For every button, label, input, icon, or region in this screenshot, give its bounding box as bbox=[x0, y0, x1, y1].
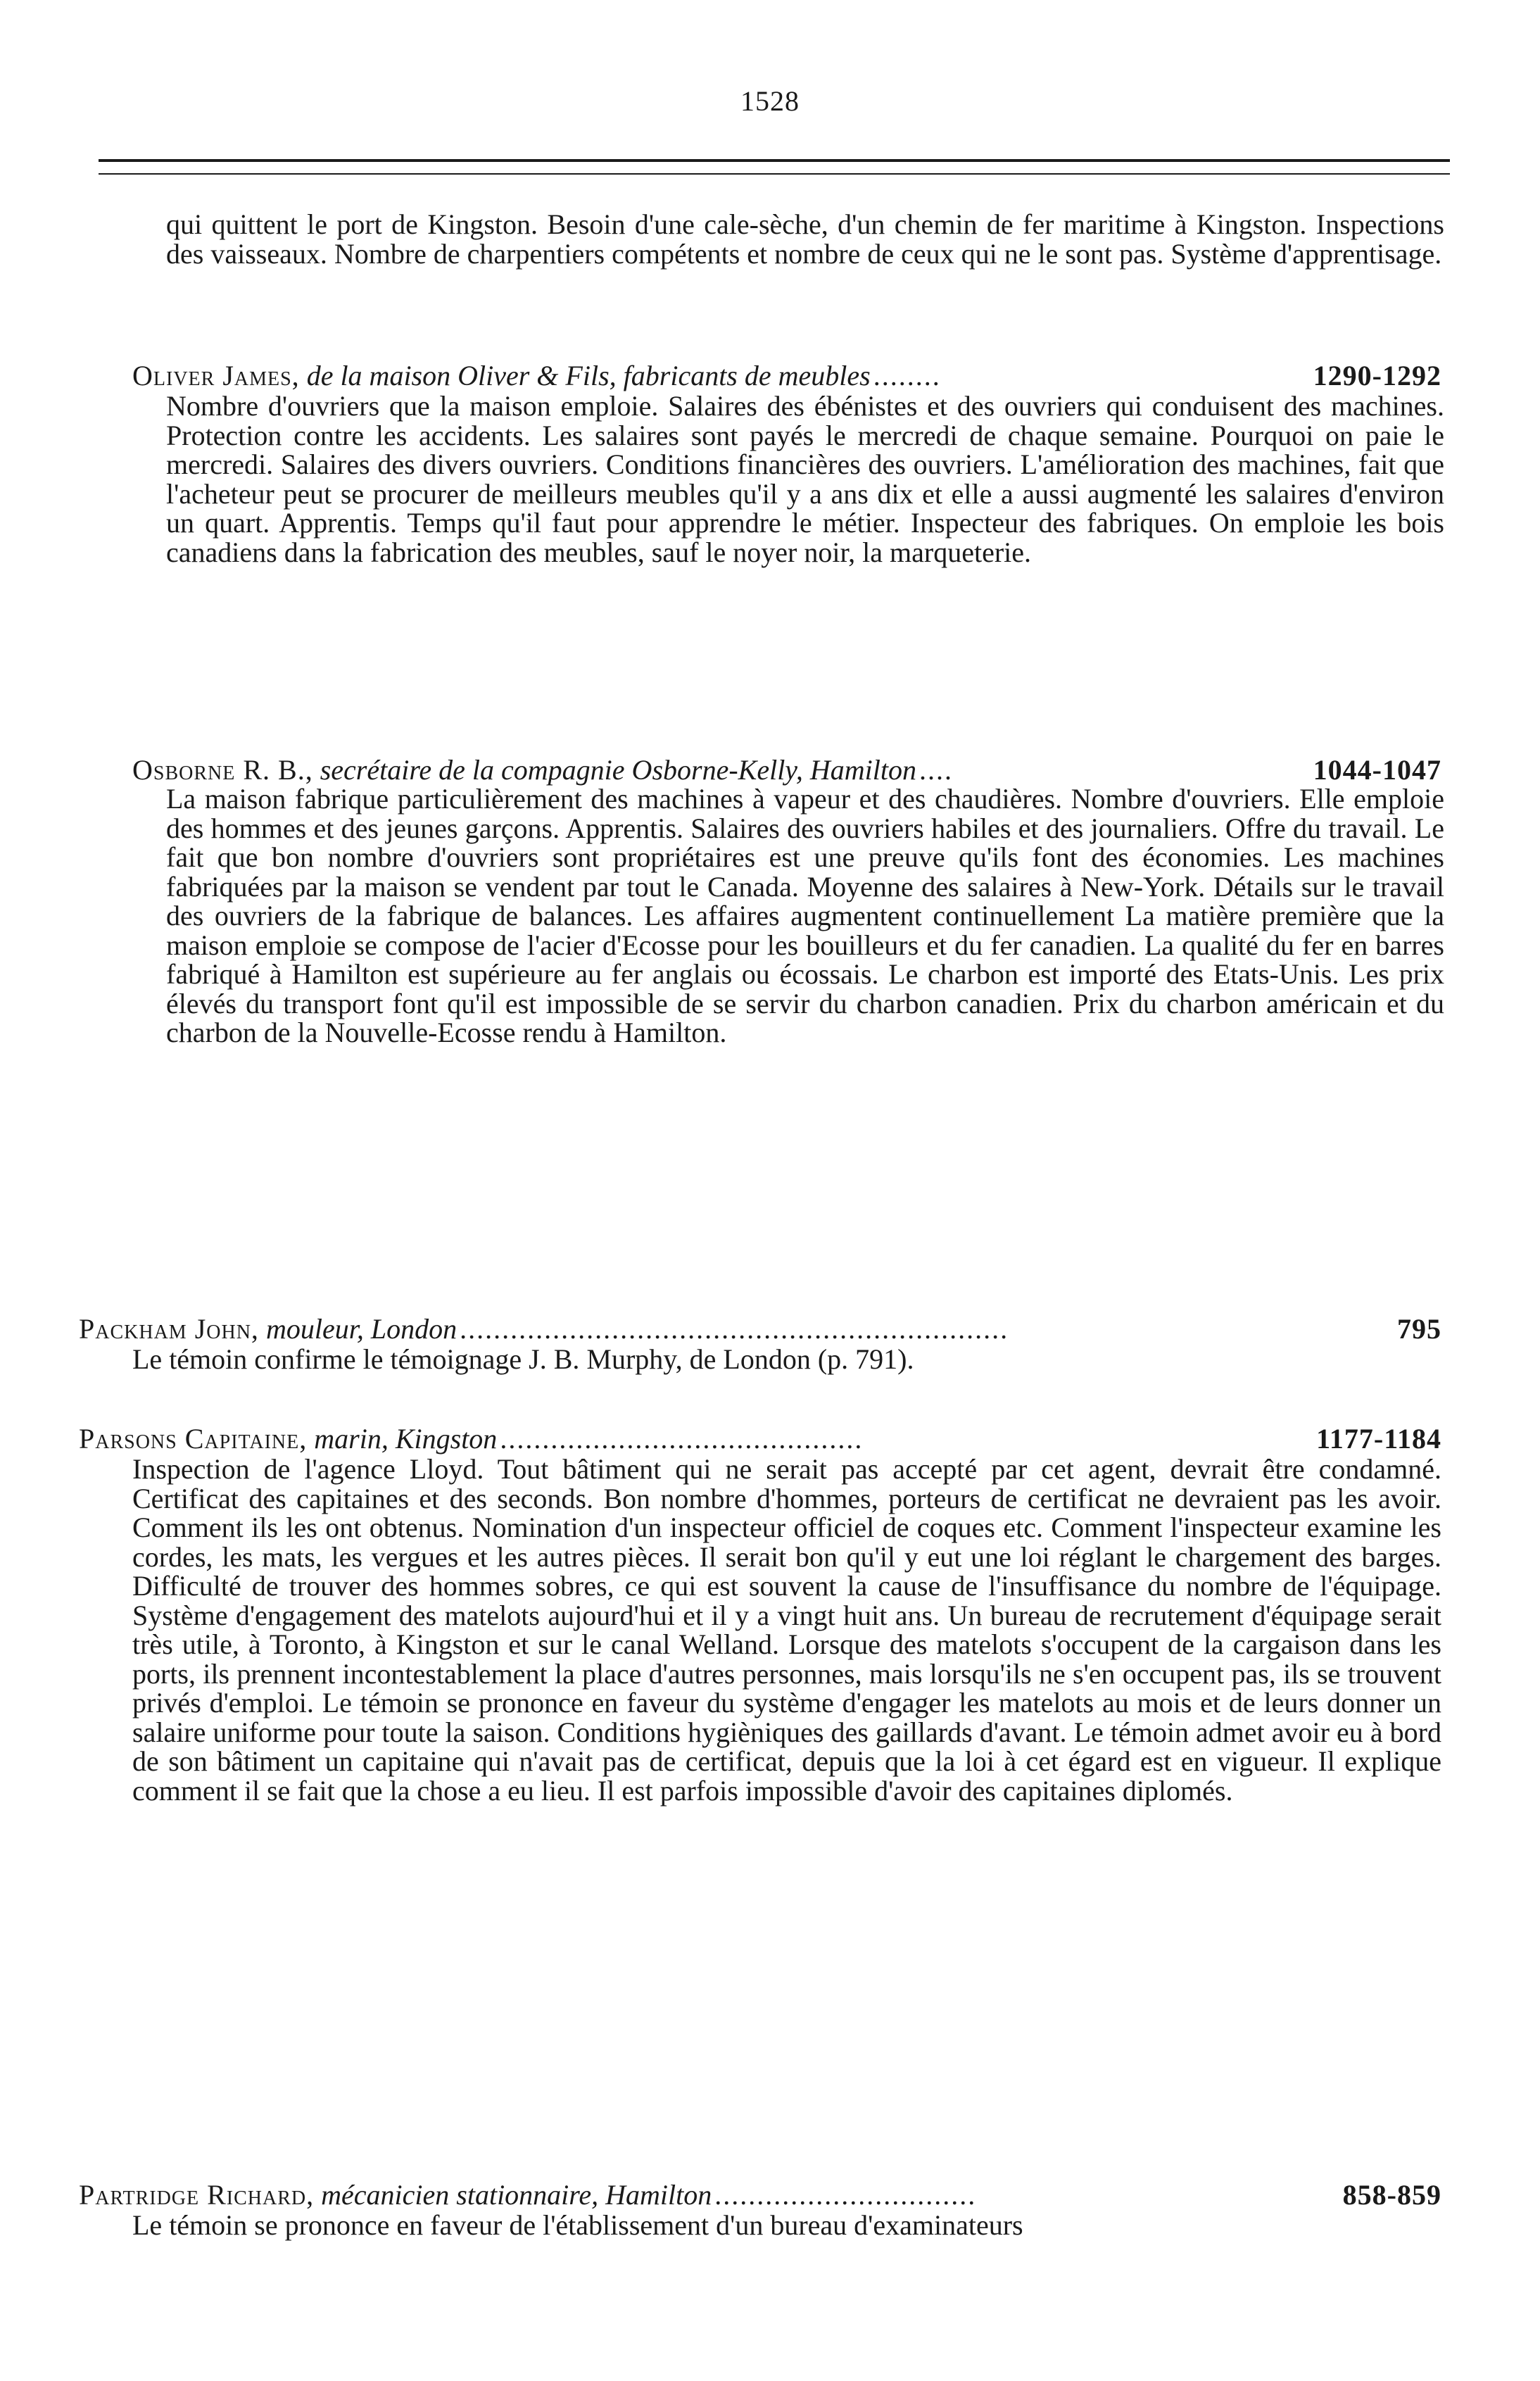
entry-page-range: 858-859 bbox=[1342, 2179, 1441, 2211]
entry-description: de la maison Oliver & Fils, fabricants de meubles bbox=[306, 360, 871, 391]
entry-summary-packham: Le témoin confirme le témoignage J. B. Murphy, de London (p. 791). bbox=[132, 1343, 914, 1375]
entry-name: Osborne R. B., bbox=[132, 754, 313, 786]
entry-name: Packham John, bbox=[79, 1313, 259, 1345]
entry-name: Partridge Richard, bbox=[79, 2179, 315, 2211]
entry-heading-partridge bbox=[79, 2180, 1441, 2211]
entry-heading-oliver bbox=[132, 360, 1441, 391]
entry-description: marin, Kingston bbox=[314, 1423, 498, 1455]
entry-heading-osborne bbox=[132, 755, 1441, 786]
entry-leader-dots: .... bbox=[919, 755, 953, 786]
entry-summary-osborne: La maison fabrique particulièrement des machines à vapeur et des chaudières. Nombre d'ouvriers. Elle emploie des hommes et des jeunes garçons. Apprentis. Salaires des ouvriers habiles et des journaliers. Offre du travail. Le fait que bon nombre d'ouvriers sont propriétaires est une preuve qu'ils font des économies. Les machines fabriquées par la maison se vendent par tout le Canada. Moyenne des salaires à New-York. Détails sur le travail des ouvriers de la fabrique de balances. Les affaires augmentent continuellement La matière première que la maison emploie se compose de l'acier d'Ecosse pour les bouilleurs et du fer canadien. La qualité du fer en barres fabriqué à Hamilton est supérieure au fer anglais ou écossais. Le charbon est importé des Etats-Unis. Les prix élevés du transport font qu'il est impossible de se servir du charbon canadien. Prix du charbon américain et du charbon de la Nouvelle-Ecosse rendu à Hamilton. bbox=[166, 783, 1444, 1048]
header-rule-thin bbox=[99, 173, 1450, 175]
entry-page-range: 795 bbox=[1397, 1313, 1441, 1345]
entry-description: secrétaire de la compagnie Osborne-Kelly, Hamilton bbox=[320, 754, 916, 786]
entry-heading-packham bbox=[79, 1314, 1441, 1345]
entry-name: Oliver James, bbox=[132, 360, 300, 391]
entry-page-range: 1177-1184 bbox=[1316, 1423, 1441, 1455]
entry-heading-parsons bbox=[79, 1424, 1441, 1455]
entry-leader-dots: ........ bbox=[873, 360, 941, 391]
header-rule-thick bbox=[99, 159, 1450, 162]
entry-description: mouleur, London bbox=[265, 1313, 457, 1345]
entry-leader-dots: ................................................................. bbox=[460, 1314, 1009, 1345]
entry-page-range: 1044-1047 bbox=[1313, 754, 1441, 786]
entry-name: Parsons Capitaine, bbox=[79, 1423, 308, 1455]
page-number: 1528 bbox=[740, 85, 800, 117]
entry-leader-dots: ............................... bbox=[714, 2180, 977, 2211]
entry-summary-parsons: Inspection de l'agence Lloyd. Tout bâtiment qui ne serait pas accepté par cet agent, devrait être condamné. Certificat des capitaines et des seconds. Bon nombre d'hommes, porteurs de certificat ne devraient pas les avoir. Comment ils les ont obtenus. Nomination d'un inspecteur officiel de coques etc. Comment l'inspecteur examine les cordes, les mats, les vergues et les autres pièces. Il serait bon qu'il y eut une loi réglant le chargement des barges. Difficulté de trouver des hommes sobres, ce qui est souvent la cause de l'insuffisance du nombre de l'équipage. Système d'engagement des matelots aujourd'hui et il y a vingt huit ans. Un bureau de recrutement d'équipage serait très utile, à Toronto, à Kingston et sur le canal Welland. Lorsque des matelots s'occupent de la cargaison dans les ports, ils prennent incontestablement la place d'autres personnes, mais lorsqu'ils ne s'en occupent pas, ils se trouvent privés d'emploi. Le témoin se prononce en faveur du système d'engager les matelots au mois et de leurs donner un salaire uniforme pour toute la saison. Conditions hygièniques des gaillards d'avant. Le témoin admet avoir eu à bord de son bâtiment un capitaine qui n'avait pas de certificat, depuis que la loi à cet égard est en vigueur. Il explique comment il se fait que la chose a eu lieu. Il est parfois impossible d'avoir des capitaines diplomés. bbox=[132, 1453, 1441, 1807]
entry-page-range: 1290-1292 bbox=[1313, 360, 1441, 391]
entry-summary-oliver: Nombre d'ouvriers que la maison emploie. Salaires des ébénistes et des ouvriers qui conduisent des machines. Protection contre les accidents. Les salaires sont payés le mercredi de chaque semaine. Pourquoi on paie le mercredi. Salaires des divers ouvriers. Conditions financières des ouvriers. L'amélioration des machines, fait que l'acheteur peut se procurer de meilleurs meubles qu'il y a ans dix et elle a aussi augmenté les salaires d'environ un quart. Apprentis. Temps qu'il faut pour apprendre le métier. Inspecteur des fabriques. On emploie les bois canadiens dans la fabrication des meubles, sauf le noyer noir, la marqueterie. bbox=[166, 390, 1444, 568]
entry-summary-partridge: Le témoin se prononce en faveur de l'établissement d'un bureau d'examinateurs bbox=[132, 2209, 1023, 2241]
entry-leader-dots: ........................................... bbox=[500, 1424, 864, 1455]
continued-entry-text: qui quittent le port de Kingston. Besoin d'une cale-sèche, d'un chemin de fer maritime à Kingston. Inspections des vaisseaux. Nombre de charpentiers compétents et nombre de ceux qui ne le sont pas. Système d'apprentisage. bbox=[166, 208, 1444, 270]
entry-description: mécanicien stationnaire, Hamilton bbox=[321, 2179, 712, 2211]
